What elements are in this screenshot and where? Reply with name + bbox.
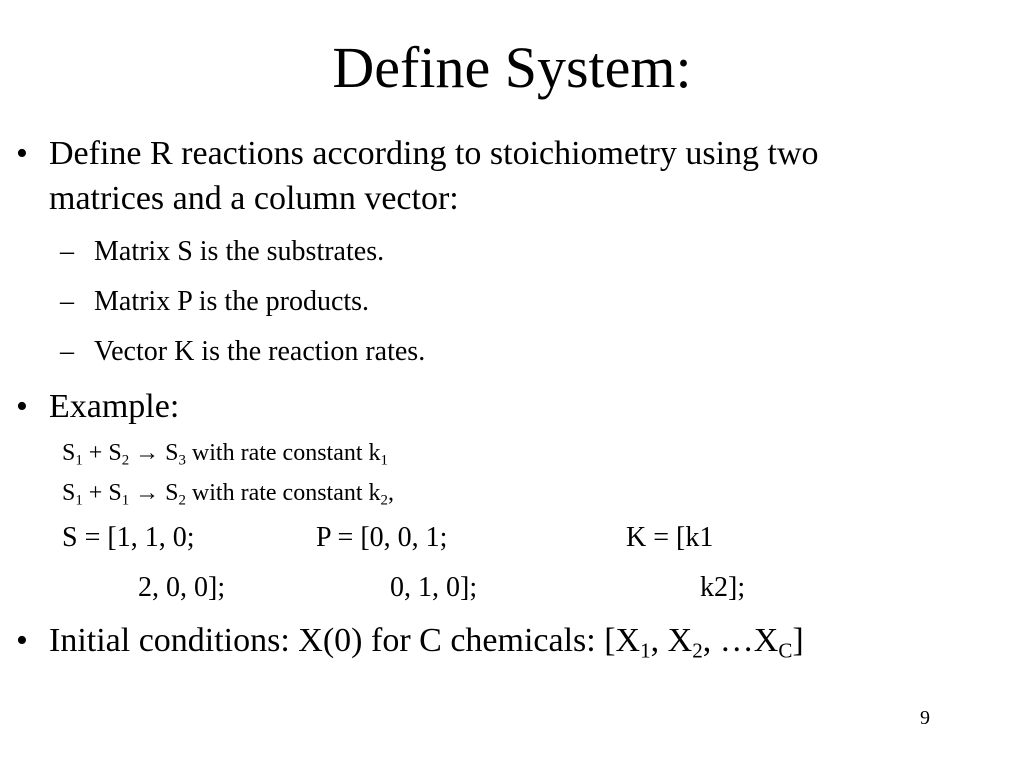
dash-marker: – xyxy=(60,286,74,317)
bullet-1-line-1: Define R reactions according to stoichiometry using two xyxy=(49,135,819,172)
bullet-1-line-2: matrices and a column vector: xyxy=(49,180,459,217)
dash-marker: – xyxy=(60,336,74,367)
dash-marker: – xyxy=(60,236,74,267)
bullet-marker: • xyxy=(16,388,28,425)
matrix-p-row-1: P = [0, 0, 1; xyxy=(316,522,448,553)
matrix-p-row-2: 0, 1, 0]; xyxy=(390,572,478,603)
page-number: 9 xyxy=(920,707,930,729)
vector-k-row-1: K = [k1 xyxy=(626,522,714,553)
sub-bullet-matrix-p: Matrix P is the products. xyxy=(94,286,370,317)
reaction-1: $S_1 + S_2 \to S_3$ with rate constant $k_1$ xyxy=(62,440,388,469)
sub-bullet-matrix-s: Matrix S is the substrates. xyxy=(94,236,385,267)
bullet-initial-conditions: Initial conditions: X(0) for C chemicals: [$X_1$, $X_2$, $\dots X_C$] xyxy=(49,622,804,663)
matrix-s-row-1: S = [1, 1, 0; xyxy=(62,522,195,553)
reaction-2: $S_1 + S_1 \to S_2$ with rate constant $k_2$, xyxy=(62,480,394,509)
bullet-marker: • xyxy=(16,135,28,172)
slide-title: Define System: xyxy=(332,35,692,100)
bullet-example: Example: xyxy=(49,388,180,425)
sub-bullet-vector-k: Vector K is the reaction rates. xyxy=(94,336,426,367)
bullet-marker: • xyxy=(16,622,28,659)
vector-k-row-2: k2]; xyxy=(700,572,746,603)
matrix-s-row-2: 2, 0, 0]; xyxy=(138,572,226,603)
